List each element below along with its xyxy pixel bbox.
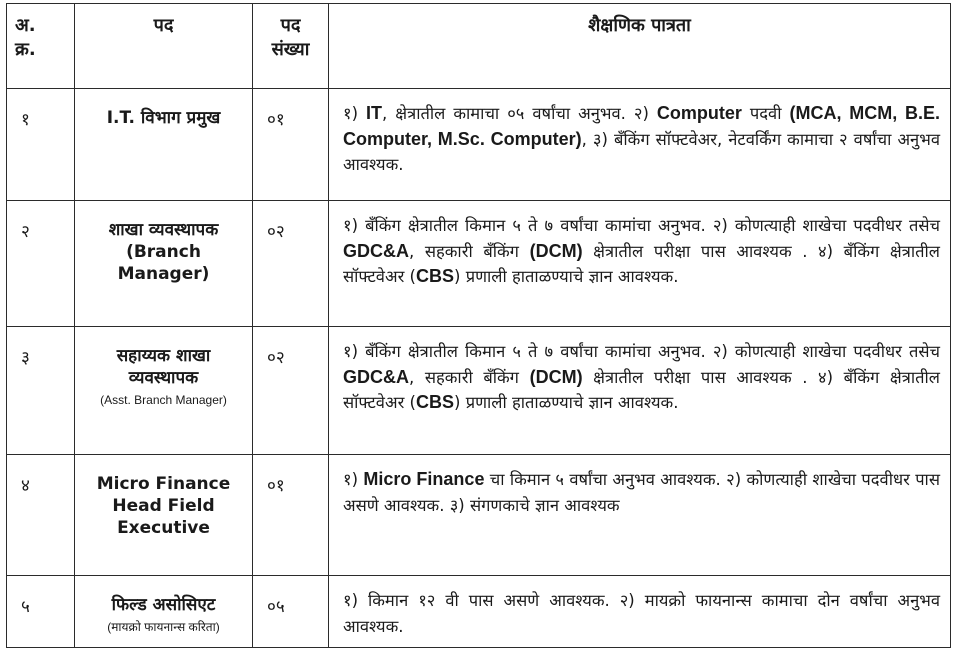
header-serial — [7, 4, 75, 89]
qualification-cell — [329, 89, 951, 201]
qualification-text: क्षेत्रातील परीक्षा पास आवश्यक . ४) बँकिंग क्षेत्रातील सॉफ्टवेअर ( — [343, 367, 940, 412]
qualification-bold-text: (DCM) — [529, 240, 583, 261]
table-row — [7, 576, 951, 648]
post-cell — [75, 455, 253, 576]
post-cell — [75, 201, 253, 327]
post-name: फिल्ड असोसिएट — [111, 595, 216, 615]
post-name: I.T. विभाग प्रमुख — [106, 108, 221, 128]
qualification-cell — [329, 576, 951, 648]
post-name: शाखा व्यवस्थापक (Branch Manager) — [108, 220, 219, 284]
post-name: Micro Finance Head Field Executive — [96, 474, 231, 538]
count-cell: ०२ — [253, 201, 329, 327]
qualification-text: १) — [343, 104, 367, 123]
qualification-text: ) प्रणाली हाताळण्याचे ज्ञान आवश्यक. — [454, 267, 679, 286]
qualification-text: पदवी — [741, 104, 790, 123]
qualification-text: , ३) बँकिंग सॉफ्टवेअर, नेटवर्किंग कामाचा २ वर्षांचा अनुभव आवश्यक. — [343, 129, 940, 174]
qualification-cell — [329, 201, 951, 327]
qualification-text: क्षेत्रातील परीक्षा पास आवश्यक . ४) बँकिंग क्षेत्रातील सॉफ्टवेअर ( — [343, 241, 940, 286]
serial-cell: ५ — [7, 576, 75, 648]
header-count-line1: पद — [280, 15, 301, 36]
count-cell: ०१ — [253, 455, 329, 576]
qualification-bold-text: IT — [366, 103, 383, 123]
qualification-cell — [329, 455, 951, 576]
serial-cell: ३ — [7, 327, 75, 455]
qualification-bold-text: GDC&A — [343, 366, 409, 387]
qualification-text: १) किमान १२ वी पास असणे आवश्यक. २) मायक्रो फायनान्स कामाचा दोन वर्षांचा अनुभव आवश्यक. — [343, 591, 940, 636]
qualification-text: , क्षेत्रातील कामाचा ०५ वर्षांचा अनुभव. २) — [382, 104, 657, 123]
post-name: सहाय्यक शाखा व्यवस्थापक — [116, 346, 211, 388]
serial-cell: ४ — [7, 455, 75, 576]
table-row — [7, 327, 951, 455]
header-post: पद — [75, 4, 253, 89]
count-cell: ०५ — [253, 576, 329, 648]
qualification-text: १) — [343, 470, 364, 489]
header-count-line2: संख्या — [271, 39, 310, 60]
qualification-cell — [329, 327, 951, 455]
qualification-bold-text: Computer — [656, 103, 742, 123]
header-count — [253, 4, 329, 89]
header-row — [7, 4, 951, 89]
table-row — [7, 89, 951, 201]
qualification-text: ) प्रणाली हाताळण्याचे ज्ञान आवश्यक. — [454, 393, 679, 412]
qualification-text: १) बँकिंग क्षेत्रातील किमान ५ ते ७ वर्षांचा कामांचा अनुभव. २) कोणत्याही शाखेचा पदवीधर तसेच — [343, 216, 940, 235]
count-cell: ०१ — [253, 89, 329, 201]
header-serial-line2: क्र. — [15, 39, 36, 60]
table-row — [7, 455, 951, 576]
post-cell — [75, 576, 253, 648]
qualification-bold-text: (DCM) — [529, 366, 583, 387]
serial-cell: १ — [7, 89, 75, 201]
post-cell — [75, 89, 253, 201]
recruitment-table — [6, 3, 951, 648]
qualification-text: चा किमान ५ वर्षांचा अनुभव आवश्यक. २) कोणत्याही शाखेचा पदवीधर पास असणे आवश्यक. ३) संगणकाचे ज्ञान आवश्यक — [343, 470, 940, 515]
qualification-bold-text: (MCA, MCM, B.E. Computer, M.Sc. Computer) — [343, 103, 940, 149]
post-subtitle: (Asst. Branch Manager) — [100, 393, 227, 407]
qualification-text: , सहकारी बँकिंग — [409, 241, 530, 261]
header-qualification: शैक्षणिक पात्रता — [329, 4, 951, 89]
qualification-bold-text: GDC&A — [343, 240, 409, 261]
post-subtitle: (मायक्रो फायनान्स करिता) — [107, 620, 220, 634]
count-cell: ०२ — [253, 327, 329, 455]
qualification-text: १) बँकिंग क्षेत्रातील किमान ५ ते ७ वर्षांचा कामांचा अनुभव. २) कोणत्याही शाखेचा पदवीधर तसेच — [343, 342, 940, 361]
header-serial-line1: अ. — [15, 15, 36, 36]
post-cell — [75, 327, 253, 455]
qualification-bold-text: CBS — [416, 392, 455, 412]
serial-cell: २ — [7, 201, 75, 327]
qualification-bold-text: Micro Finance — [363, 469, 485, 489]
qualification-bold-text: CBS — [416, 266, 455, 286]
qualification-text: , सहकारी बँकिंग — [409, 367, 530, 387]
table-row — [7, 201, 951, 327]
